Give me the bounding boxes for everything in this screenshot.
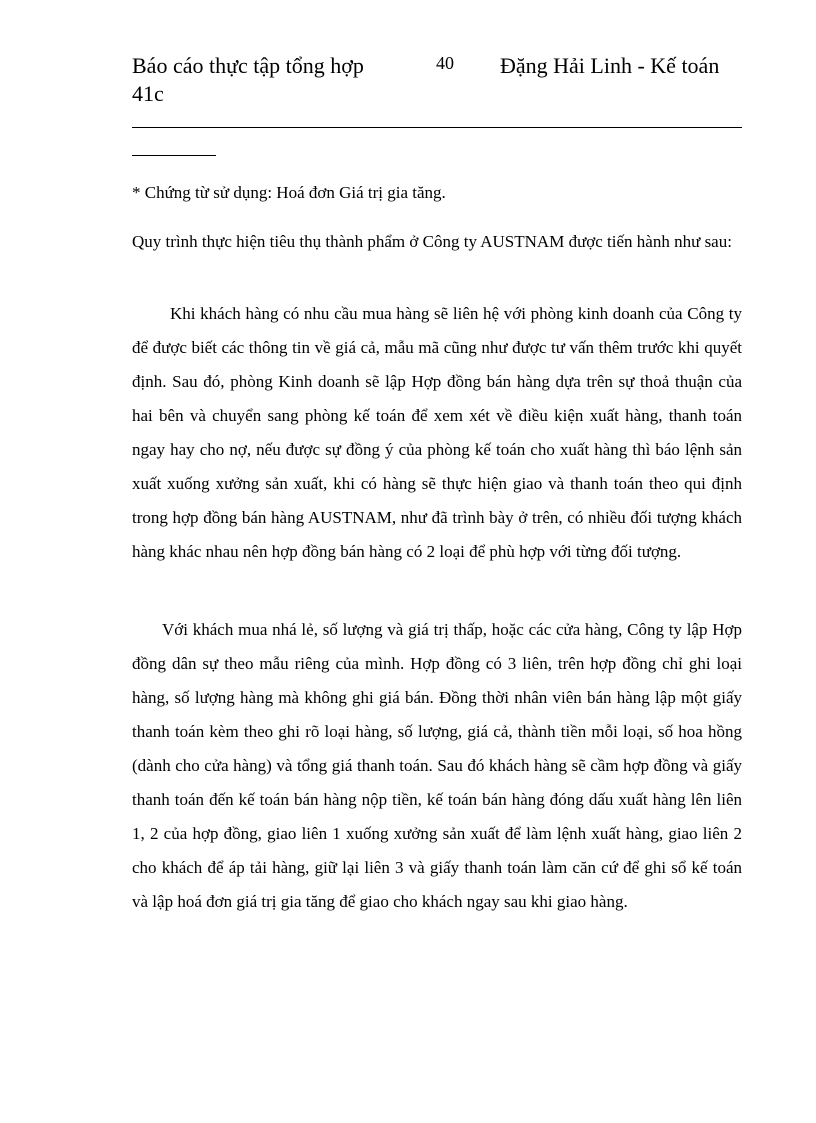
header-divider-short xyxy=(132,155,216,156)
paragraph-2: Với khách mua nhá lẻ, số lượng và giá trị thấp, hoặc các cửa hàng, Công ty lập Hợp đồng dân sự theo mẫu riêng của mình. Hợp đồng có 3 liên, trên hợp đồng chỉ ghi loại hàng, số lượng hàng mà không ghi giá bán. Đồng thời nhân viên bán hàng lập một giấy thanh toán kèm theo ghi rõ loại hàng, số lượng, giá cả, thành tiền mỗi loại, số hoa hồng (dành cho cửa hàng) và tổng giá thanh toán. Sau đó khách hàng sẽ cầm hợp đồng và giấy thanh toán đến kế toán bán hàng nộp tiền, kế toán bán hàng đóng dấu xuất hàng lên liên 1, 2 của hợp đồng, giao liên 1 xuống xưởng sản xuất để làm lệnh xuất hàng, giao liên 2 cho khách để áp tải hàng, giữ lại liên 3 và giấy thanh toán làm căn cứ để ghi sổ kế toán và lập hoá đơn giá trị gia tăng để giao cho khách ngay sau khi giao hàng. xyxy=(132,620,742,911)
paragraph-1: Khi khách hàng có nhu cầu mua hàng sẽ liên hệ với phòng kinh doanh của Công ty để được biết các thông tin về giá cả, mẫu mã cũng như được tư vấn thêm trước khi quyết định. Sau đó, phòng Kinh doanh sẽ lập Hợp đồng bán hàng dựa trên sự thoả thuận của hai bên và chuyển sang phòng kế toán để xem xét về điều kiện xuất hàng, thanh toán ngay hay cho nợ, nếu được sự đồng ý của phòng kế toán cho xuất hàng thì báo lệnh sản xuất xuống xưởng sản xuất, khi có hàng sẽ thực hiện giao và thanh toán theo qui định trong hợp đồng bán hàng AUSTNAM, như đã trình bày ở trên, có nhiều đối tượng khách hàng khác nhau nên hợp đồng bán hàng có 2 loại để phù hợp với từng đối tượng. xyxy=(132,304,742,561)
header-author: Đặng Hải Linh - Kế toán xyxy=(500,53,720,78)
header-divider xyxy=(132,127,742,128)
page-number: 40 xyxy=(436,53,454,73)
header-title-continued: 41c xyxy=(132,81,164,106)
voucher-line: * Chứng từ sử dụng: Hoá đơn Giá trị gia tăng. xyxy=(132,183,446,202)
intro-paragraph: Quy trình thực hiện tiêu thụ thành phẩm ở Công ty AUSTNAM được tiến hành như sau: xyxy=(132,232,732,251)
header-title: Báo cáo thực tập tổng hợp xyxy=(132,53,364,78)
